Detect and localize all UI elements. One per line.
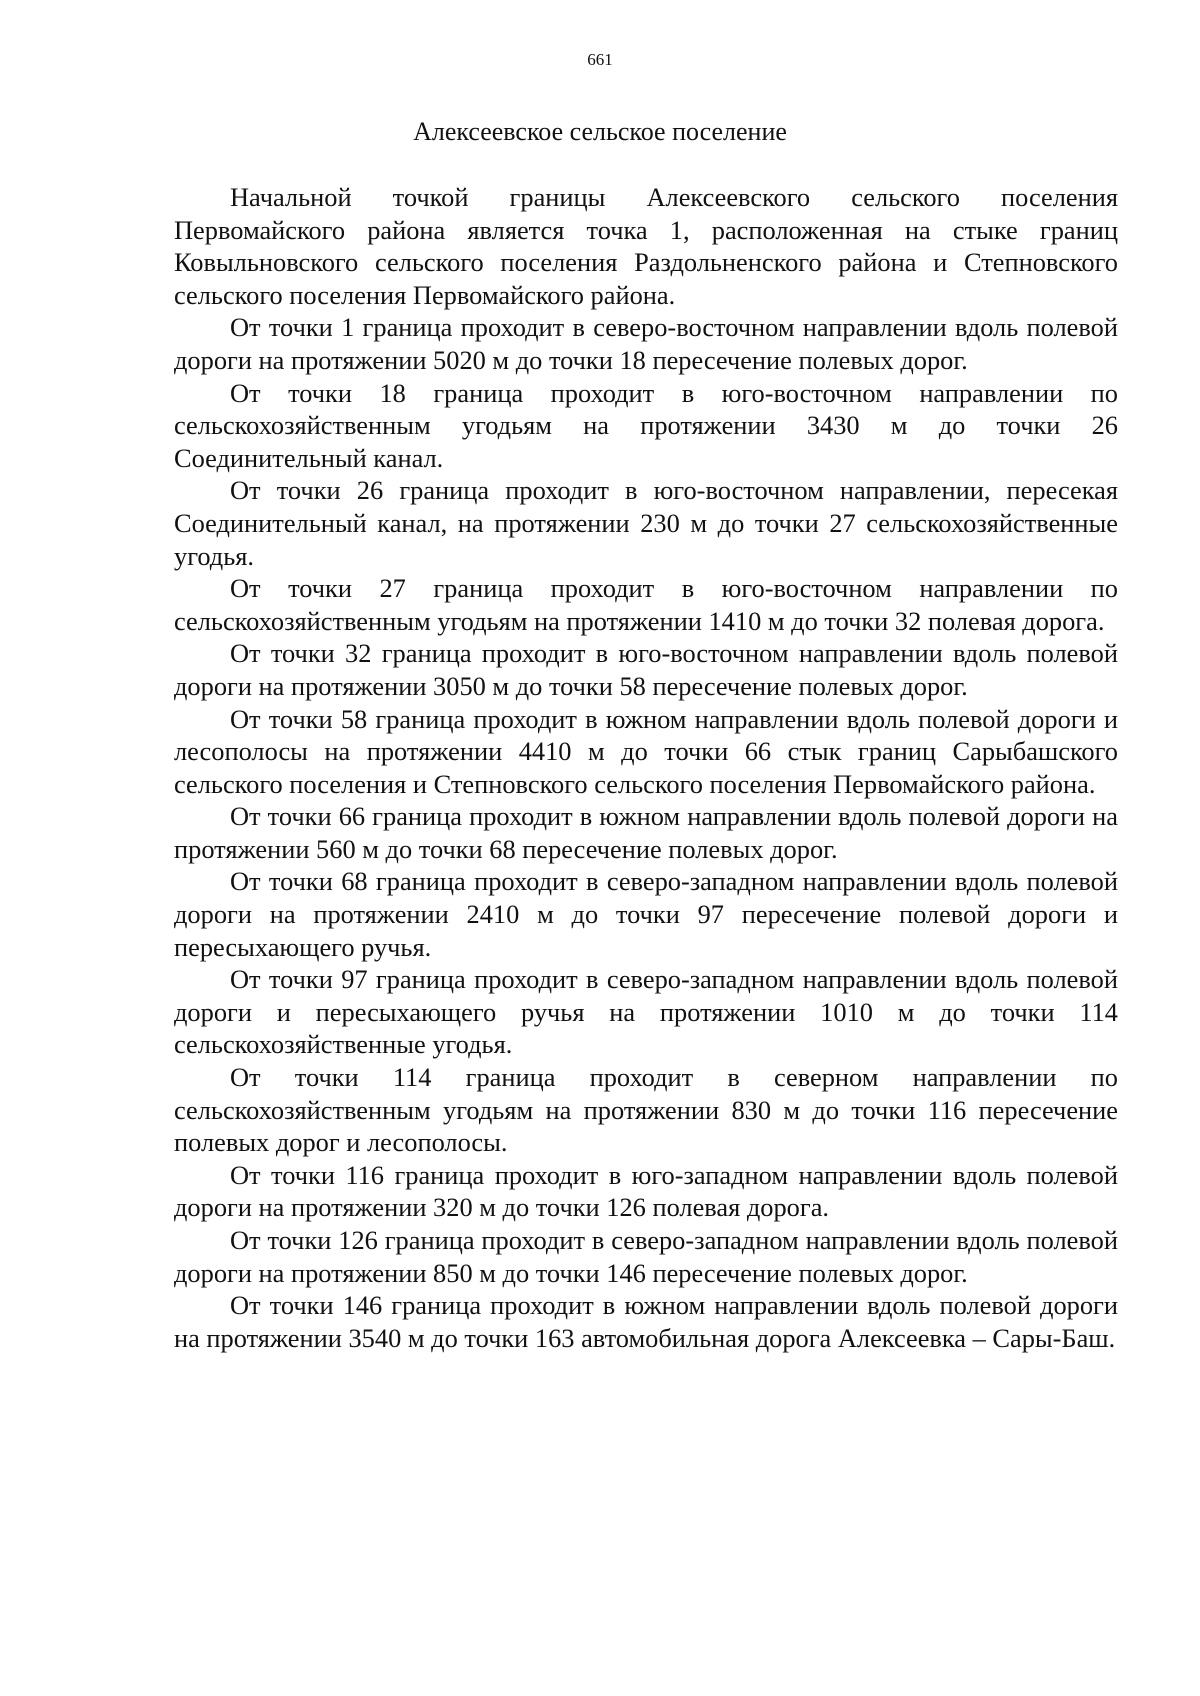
paragraph: От точки 97 граница проходит в северо-западном направлении вдоль полевой дороги и пересыхающего ручья на протяжении 1010 м до точки 114 сельскохозяйственные угодья.	[174, 964, 1118, 1060]
paragraph: От точки 58 граница проходит в южном направлении вдоль полевой дороги и лесополосы на протяжении 4410 м до точки 66 стык границ Сарыбашского сельского поселения и Степновского сельского поселения Первомайского района.	[174, 703, 1118, 799]
paragraph: Начальной точкой границы Алексеевского сельского поселения Первомайского района является точка 1, расположенная на стыке границ Ковыльновского сельского поселения Раздольненского района и Степновского сельского поселения Первомайского района.	[174, 182, 1118, 310]
paragraph: От точки 27 граница проходит в юго-восточном направлении по сельскохозяйственным угодьям на протяжении 1410 м до точки 32 полевая дорога.	[174, 573, 1118, 636]
paragraph: От точки 32 граница проходит в юго-восточном направлении вдоль полевой дороги на протяжении 3050 м до точки 58 пересечение полевых дорог.	[174, 638, 1118, 701]
page-number: 661	[587, 50, 613, 69]
paragraph: От точки 18 граница проходит в юго-восточном направлении по сельскохозяйственным угодьям на протяжении 3430 м до точки 26 Соединительный канал.	[174, 377, 1118, 473]
paragraph: От точки 126 граница проходит в северо-западном направлении вдоль полевой дороги на протяжении 850 м до точки 146 пересечение полевых дорог.	[174, 1225, 1118, 1288]
document-body	[174, 181, 1118, 1354]
paragraph: От точки 26 граница проходит в юго-восточном направлении, пересекая Соединительный канал, на протяжении 230 м до точки 27 сельскохозяйственные угодья.	[174, 475, 1118, 571]
paragraph: От точки 68 граница проходит в северо-западном направлении вдоль полевой дороги на протяжении 2410 м до точки 97 пересечение полевой дороги и пересыхающего ручья.	[174, 866, 1118, 962]
paragraph: От точки 114 граница проходит в северном направлении по сельскохозяйственным угодьям на протяжении 830 м до точки 116 пересечение полевых дорог и лесополосы.	[174, 1062, 1118, 1158]
paragraph: От точки 116 граница проходит в юго-западном направлении вдоль полевой дороги на протяжении 320 м до точки 126 полевая дорога.	[174, 1159, 1118, 1223]
paragraph: От точки 66 граница проходит в южном направлении вдоль полевой дороги на протяжении 560 м до точки 68 пересечение полевых дорог.	[174, 801, 1118, 864]
paragraph: От точки 1 граница проходит в северо-восточном направлении вдоль полевой дороги на протяжении 5020 м до точки 18 пересечение полевых дорог.	[174, 312, 1118, 375]
paragraph: От точки 146 граница проходит в южном направлении вдоль полевой дороги на протяжении 3540 м до точки 163 автомобильная дорога Алексеевка – Сары-Баш.	[174, 1290, 1118, 1353]
document-title: Алексеевское сельское поселение	[413, 117, 787, 146]
